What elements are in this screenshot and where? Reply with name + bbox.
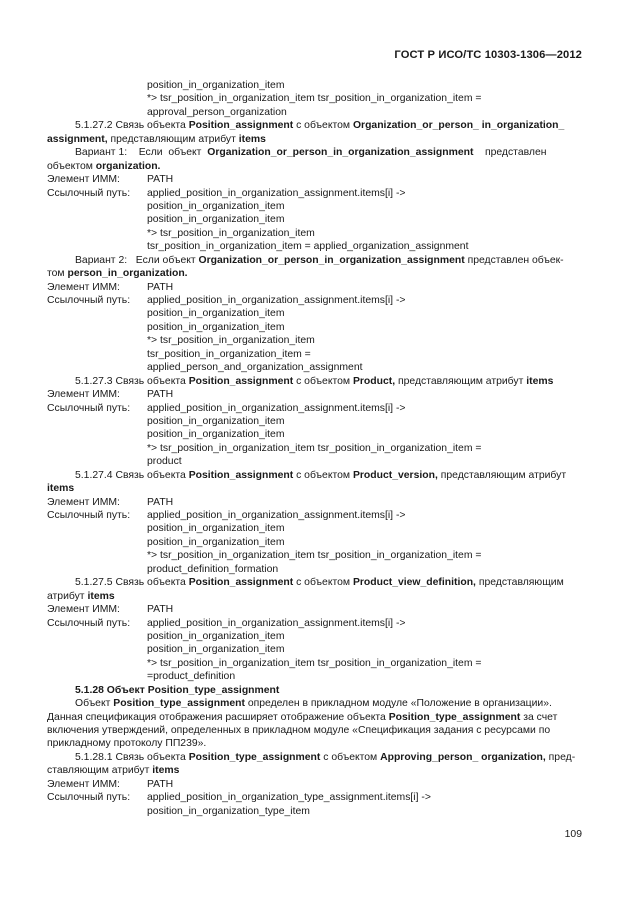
text-line: *> tsr_position_in_organization_item tsr_position_in_organization_item =	[147, 93, 482, 105]
text-line: position_in_organization_item	[147, 415, 285, 427]
mapping-row: Ссылочный путь: applied_position_in_organization_assignment.items[i] ->	[47, 295, 406, 306]
text-line: *> tsr_position_in_organization_item	[147, 227, 315, 239]
text-line: product_definition_formation	[147, 563, 279, 575]
page-number: 109	[564, 829, 582, 840]
variant-line: Вариант 1: Если объект Organization_or_person_in_organization_assignment представлен	[75, 147, 547, 159]
text-line: tsr_position_in_organization_item = applied_organization_assignment	[147, 241, 469, 253]
text-line: position_in_organization_item	[147, 429, 285, 441]
section-heading: 5.1.28 Объект Position_type_assignment	[75, 684, 280, 696]
text-line: *> tsr_position_in_organization_item tsr_position_in_organization_item =	[147, 442, 482, 454]
text-line: том person_in_organization.	[47, 268, 188, 280]
text-line: applied_person_and_organization_assignment	[147, 362, 363, 374]
text-line: position_in_organization_item	[147, 80, 285, 91]
variant-line: Вариант 2: Если объект Organization_or_person_in_organization_assignment представлен объек-	[75, 254, 564, 266]
text-line: position_in_organization_item	[147, 536, 285, 548]
mapping-row: Элемент ИММ: PATH	[47, 174, 174, 186]
paragraph-line: Объект Position_type_assignment определен в прикладном модуле «Положение в организации».	[75, 698, 552, 710]
text-line: position_in_organization_item	[147, 523, 285, 535]
section-heading: 5.1.27.4 Связь объекта Position_assignment с объектом Product_version, представляющим атрибут	[75, 469, 567, 481]
text-line: position_in_organization_item	[147, 308, 285, 320]
text-line: tsr_position_in_organization_item =	[147, 348, 311, 360]
mapping-row: Ссылочный путь: applied_position_in_organization_assignment.items[i] ->	[47, 617, 406, 629]
text-line: position_in_organization_item	[147, 644, 285, 656]
mapping-row: Ссылочный путь: applied_position_in_organization_type_assignment.items[i] ->	[47, 792, 431, 804]
text-line: ставляющим атрибут items	[47, 765, 180, 777]
mapping-row: Ссылочный путь: applied_position_in_organization_assignment.items[i] ->	[47, 187, 406, 199]
paragraph-line: Данная спецификация отображения расширяет отображение объекта Position_type_assignment за счет	[47, 711, 558, 723]
document-header: ГОСТ Р ИСО/ТС 10303-1306—2012	[394, 49, 582, 61]
mapping-row: Ссылочный путь: applied_position_in_organization_assignment.items[i] ->	[47, 510, 406, 521]
mapping-row: Элемент ИММ: PATH	[47, 389, 174, 401]
text-line: position_in_organization_item	[147, 214, 285, 226]
section-heading: 5.1.27.5 Связь объекта Position_assignment с объектом Product_view_definition, представляющим	[75, 577, 564, 589]
section-heading: 5.1.28.1 Связь объекта Position_type_assignment с объектом Approving_person_ organization, пред-	[75, 751, 576, 763]
text-line: атрибут items	[47, 590, 115, 602]
text-line: position_in_organization_item	[147, 200, 285, 212]
text-line: position_in_organization_type_item	[147, 805, 310, 817]
text-line: =product_definition	[147, 671, 236, 683]
text-line: объектом organization.	[47, 160, 161, 172]
document-body	[47, 79, 583, 818]
text-line: approval_person_organization	[147, 106, 287, 118]
mapping-row: Элемент ИММ: PATH	[47, 496, 174, 508]
text-line: assignment, представляющим атрибут items	[47, 133, 266, 145]
section-heading: 5.1.27.2 Связь объекта Position_assignment с объектом Organization_or_person_ in_organization_	[75, 120, 565, 132]
text-line: *> tsr_position_in_organization_item	[147, 335, 315, 347]
mapping-row: Элемент ИММ: PATH	[47, 778, 174, 790]
mapping-row: Элемент ИММ: PATH	[47, 281, 174, 293]
mapping-row: Элемент ИММ: PATH	[47, 604, 174, 616]
paragraph-line: прикладному протоколу ПП239».	[47, 738, 207, 750]
text-line: *> tsr_position_in_organization_item tsr_position_in_organization_item =	[147, 657, 482, 669]
section-heading: 5.1.27.3 Связь объекта Position_assignment с объектом Product, представляющим атрибут items	[75, 375, 554, 387]
text-line: position_in_organization_item	[147, 321, 285, 333]
text-line: *> tsr_position_in_organization_item tsr_position_in_organization_item =	[147, 550, 482, 562]
text-line: position_in_organization_item	[147, 630, 285, 642]
mapping-row: Ссылочный путь: applied_position_in_organization_assignment.items[i] ->	[47, 402, 406, 414]
paragraph-line: включения утверждений, определенных в прикладном модуле «Спецификация задания с ресурсами по	[47, 725, 551, 736]
text-line: product	[147, 456, 182, 468]
text-line: items	[47, 483, 75, 495]
